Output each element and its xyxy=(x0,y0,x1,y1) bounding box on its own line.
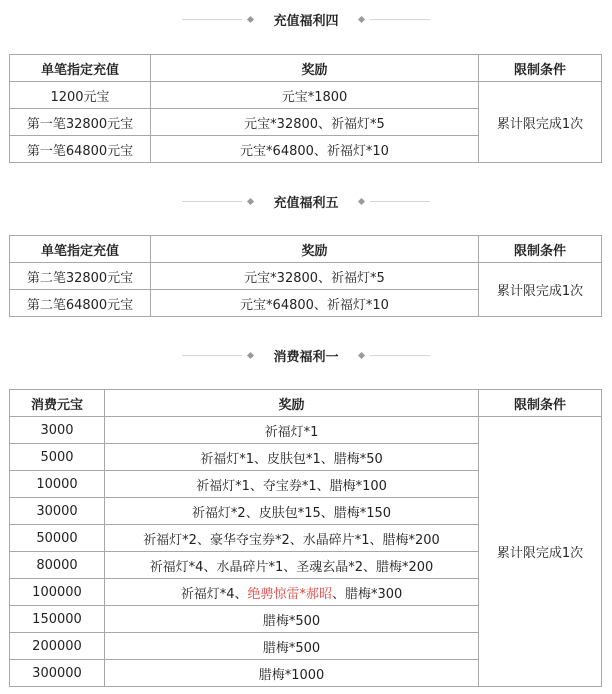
cell-condition: 150000 xyxy=(10,606,105,633)
cell-reward: 腊梅*500 xyxy=(105,606,479,633)
cell-reward: 元宝*32800、祈福灯*5 xyxy=(151,263,479,290)
cell-reward: 元宝*64800、祈福灯*10 xyxy=(151,290,479,317)
cell-condition: 1200元宝 xyxy=(10,82,151,109)
cell-condition: 30000 xyxy=(10,498,105,525)
section-title-recharge-4 xyxy=(0,9,612,29)
header-reward: 奖励 xyxy=(105,390,479,417)
cell-reward: 祈福灯*1 xyxy=(105,417,479,444)
cell-reward: 祈福灯*1、夺宝券*1、腊梅*100 xyxy=(105,471,479,498)
table-header-row xyxy=(10,236,602,263)
consume-1-table xyxy=(9,389,602,687)
header-condition: 单笔指定充值 xyxy=(10,55,151,82)
cell-reward: 腊梅*500 xyxy=(105,633,479,660)
diamond-icon xyxy=(357,351,364,358)
cell-condition: 100000 xyxy=(10,579,105,606)
recharge-4-table xyxy=(9,54,602,163)
header-limit: 限制条件 xyxy=(479,55,602,82)
table-header-row xyxy=(10,55,602,82)
section-title-text: 充值福利四 xyxy=(273,13,339,29)
cell-condition: 50000 xyxy=(10,525,105,552)
diamond-icon xyxy=(247,15,254,22)
cell-limit: 累计限完成1次 xyxy=(479,82,602,163)
cell-reward xyxy=(105,579,479,606)
title-line-left xyxy=(182,355,242,356)
cell-condition: 300000 xyxy=(10,660,105,687)
cell-condition: 第一笔32800元宝 xyxy=(10,109,151,136)
header-reward: 奖励 xyxy=(151,55,479,82)
cell-condition: 10000 xyxy=(10,471,105,498)
diamond-icon xyxy=(247,197,254,204)
section-title-text: 消费福利一 xyxy=(273,349,339,365)
cell-limit: 累计限完成1次 xyxy=(479,417,602,687)
cell-reward: 元宝*1800 xyxy=(151,82,479,109)
reward-highlight-text: 绝骋惊雷*郝昭 xyxy=(247,586,332,602)
cell-condition: 第二笔64800元宝 xyxy=(10,290,151,317)
table-row xyxy=(10,417,602,444)
cell-reward: 祈福灯*4、水晶碎片*1、圣魂玄晶*2、腊梅*200 xyxy=(105,552,479,579)
cell-condition: 80000 xyxy=(10,552,105,579)
header-limit: 限制条件 xyxy=(479,236,602,263)
diamond-icon xyxy=(247,351,254,358)
recharge-5-table xyxy=(9,235,602,317)
section-title-text: 充值福利五 xyxy=(273,195,339,211)
reward-text: 、腊梅*300 xyxy=(331,586,403,602)
header-condition: 单笔指定充值 xyxy=(10,236,151,263)
cell-reward: 元宝*64800、祈福灯*10 xyxy=(151,136,479,163)
title-line-left xyxy=(182,19,242,20)
cell-condition: 第二笔32800元宝 xyxy=(10,263,151,290)
table-row xyxy=(10,82,602,109)
cell-limit: 累计限完成1次 xyxy=(479,263,602,317)
cell-condition: 第一笔64800元宝 xyxy=(10,136,151,163)
title-line-right xyxy=(370,19,430,20)
cell-condition: 3000 xyxy=(10,417,105,444)
cell-reward: 祈福灯*1、皮肤包*1、腊梅*50 xyxy=(105,444,479,471)
cell-condition: 5000 xyxy=(10,444,105,471)
section-title-consume-1 xyxy=(0,345,612,365)
cell-condition: 200000 xyxy=(10,633,105,660)
table-header-row xyxy=(10,390,602,417)
diamond-icon xyxy=(357,197,364,204)
reward-text: 祈福灯*4、 xyxy=(180,586,248,602)
header-reward: 奖励 xyxy=(151,236,479,263)
cell-reward: 祈福灯*2、皮肤包*15、腊梅*150 xyxy=(105,498,479,525)
header-condition: 消费元宝 xyxy=(10,390,105,417)
table-row xyxy=(10,263,602,290)
diamond-icon xyxy=(357,15,364,22)
section-title-recharge-5 xyxy=(0,191,612,211)
cell-reward: 腊梅*1000 xyxy=(105,660,479,687)
title-line-right xyxy=(370,355,430,356)
cell-reward: 元宝*32800、祈福灯*5 xyxy=(151,109,479,136)
header-limit: 限制条件 xyxy=(479,390,602,417)
cell-reward: 祈福灯*2、豪华夺宝券*2、水晶碎片*1、腊梅*200 xyxy=(105,525,479,552)
title-line-left xyxy=(182,201,242,202)
title-line-right xyxy=(370,201,430,202)
